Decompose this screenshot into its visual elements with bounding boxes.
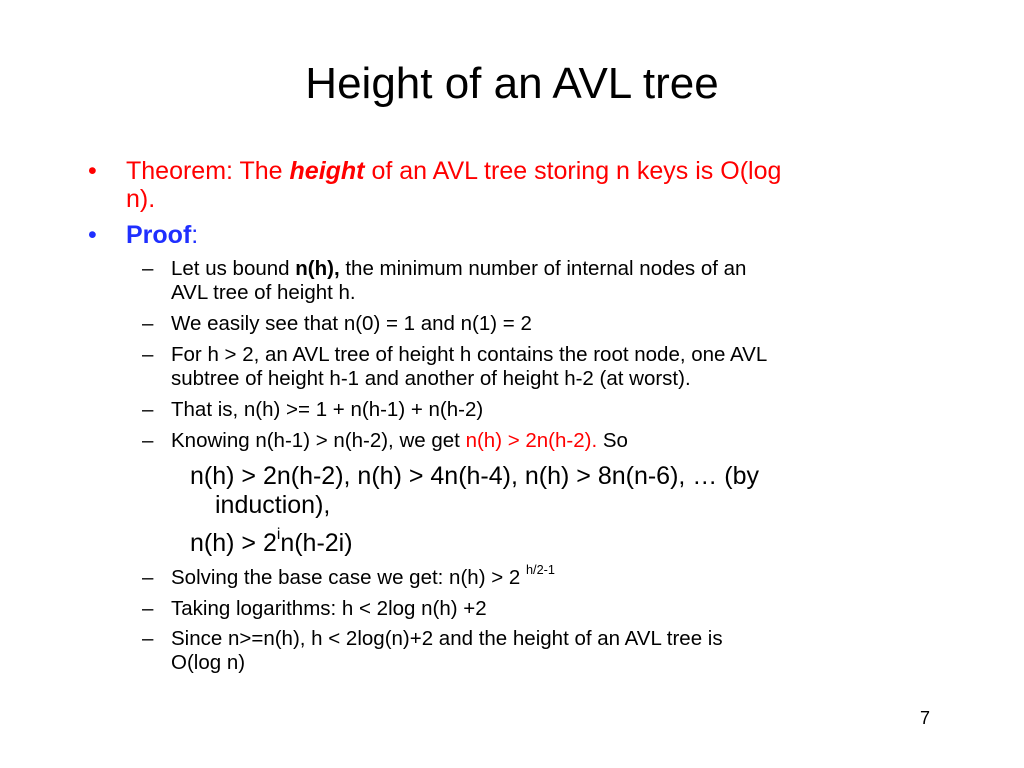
proof-colon: : xyxy=(191,221,199,249)
theorem-bullet xyxy=(88,157,928,213)
induction-line-1-text: n(h) > 2n(h-2), n(h) > 4n(h-4), n(h) > 8n(n-6), … (by xyxy=(190,462,759,490)
step-text: Taking logarithms: h < 2log n(h) +2 xyxy=(171,597,487,620)
step-6-exponent: h/2-1 xyxy=(525,562,555,578)
induction-pre: n(h) > 2 xyxy=(190,529,277,557)
step-text xyxy=(171,627,932,675)
proof-step-5 xyxy=(142,429,932,453)
proof-label: Proof xyxy=(126,221,192,249)
step-6-pre: Solving the base case we get: n(h) > 2 xyxy=(171,566,526,589)
induction-line-2-text xyxy=(190,526,930,558)
step-1-pre: Let us bound xyxy=(171,257,296,280)
step-8-line1: Since n>=n(h), h < 2log(n)+2 and the height of an AVL tree is xyxy=(171,627,723,650)
dash-marker: – xyxy=(142,312,154,335)
proof-step-8 xyxy=(142,627,932,675)
theorem-line2: n). xyxy=(126,185,156,213)
proof-step-7 xyxy=(142,597,932,621)
induction-line-1-cont: induction), xyxy=(215,491,331,519)
dash-marker: – xyxy=(142,597,154,620)
proof-bullet xyxy=(88,221,928,249)
dash-marker: – xyxy=(142,343,154,366)
induction-line-1 xyxy=(190,462,930,520)
step-1-bold: n(h), xyxy=(295,257,340,280)
step-text xyxy=(171,343,932,391)
dash-marker: – xyxy=(142,566,154,589)
dash-marker: – xyxy=(142,627,154,650)
step-5-post: So xyxy=(597,429,628,452)
step-8-line2: O(log n) xyxy=(171,651,246,674)
step-5-highlight: n(h) > 2n(h-2). xyxy=(465,429,598,452)
induction-exponent: i xyxy=(276,526,281,544)
step-3-line1: For h > 2, an AVL tree of height h contains the root node, one AVL xyxy=(171,343,768,366)
theorem-text xyxy=(126,157,928,213)
dash-marker: – xyxy=(142,257,154,280)
step-text xyxy=(171,562,932,590)
theorem-prefix: Theorem: The xyxy=(126,157,290,185)
step-text xyxy=(171,429,932,453)
step-1-line2: AVL tree of height h. xyxy=(171,281,356,304)
step-text xyxy=(171,257,932,305)
proof-step-1 xyxy=(142,257,932,305)
proof-step-6 xyxy=(142,562,932,590)
bullet-marker: • xyxy=(88,157,97,185)
proof-step-3 xyxy=(142,343,932,391)
step-3-line2: subtree of height h-1 and another of height h-2 (at worst). xyxy=(171,367,691,390)
proof-step-4 xyxy=(142,398,932,422)
step-5-pre: Knowing n(h-1) > n(h-2), we get xyxy=(171,429,466,452)
induction-post: n(h-2i) xyxy=(280,529,353,557)
theorem-suffix: of an AVL tree storing n keys is O(log xyxy=(364,157,782,185)
dash-marker: – xyxy=(142,429,154,452)
induction-line-2 xyxy=(190,526,930,558)
proof-step-2 xyxy=(142,312,932,336)
step-text: We easily see that n(0) = 1 and n(1) = 2 xyxy=(171,312,532,335)
dash-marker: – xyxy=(142,398,154,421)
proof-heading xyxy=(126,221,928,249)
slide-title: Height of an AVL tree xyxy=(305,59,719,108)
theorem-emphasis: height xyxy=(289,157,365,185)
step-1-post: the minimum number of internal nodes of an xyxy=(339,257,747,280)
bullet-marker: • xyxy=(88,221,97,249)
page-number: 7 xyxy=(920,708,931,728)
step-text: That is, n(h) >= 1 + n(h-1) + n(h-2) xyxy=(171,398,484,421)
